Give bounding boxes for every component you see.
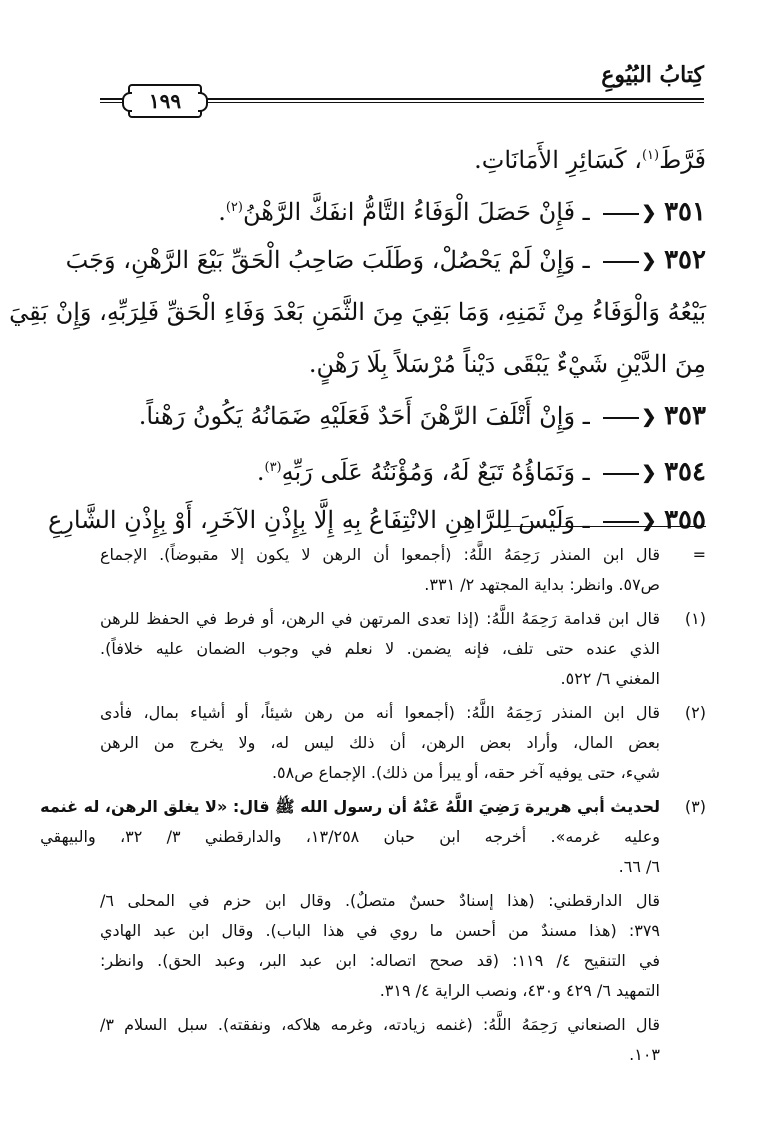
paragraph-number: ٣٥١ — [664, 197, 706, 227]
paragraph-number: ٣٥٤ — [664, 457, 706, 487]
footnote-line: قال الصنعاني رَحِمَهُ اللَّهُ: (غنمه زيادته، وغرمه هلاكه، ونفقته). سبل السلام ٣/ — [100, 1015, 660, 1034]
paragraph-marker-icon: ❯ — [603, 390, 656, 444]
text-line: بَيْعُهُ وَالْوَفَاءُ مِنْ ثَمَنِهِ، وَمَا بَقِيَ مِنَ الثَّمَنِ بَعْدَ وَفَاءِ الْحَقِّ فَلِرَبِّهِ، وَإِنْ بَقِيَ — [9, 298, 706, 326]
paragraph-marker-icon: ❯ — [603, 186, 656, 240]
footnote-mark: = — [692, 545, 706, 564]
footnote-3-continued — [100, 886, 706, 1006]
footnote-line: لحديث أبي هريرة رَضِيَ اللَّهُ عَنْهُ أن رسول الله ﷺ قال: «لا يغلق الرهن، له غنمه — [40, 797, 660, 816]
footnote-3-continued-2 — [100, 1010, 706, 1070]
paragraph-number: ٣٥٥ — [664, 505, 706, 535]
footnote-ref: (٣) — [264, 460, 282, 475]
footnote-line: الذي عنده حتى تلف، فإنه يضمن. لا نعلم في وجوب الضمان عليه خلافاً). — [100, 639, 660, 658]
paragraph-number: ٣٥٣ — [664, 401, 706, 431]
footnote-3 — [40, 792, 706, 882]
footnote-line: ٣٧٩: (هذا مسندٌ من أحسن ما روي في هذا الباب). وقال ابن عبد الهادي — [100, 921, 660, 940]
footnote-mark: (٣) — [684, 797, 706, 816]
footnote-mark — [660, 886, 706, 1006]
footnote-mark — [660, 1010, 706, 1070]
paragraph-number: ٣٥٢ — [664, 245, 706, 275]
footnote-ref: (٢) — [225, 200, 243, 215]
footnote-line: التمهيد ٦/ ٤٢٩ و٤٣٠، ونصب الراية ٤/ ٣١٩. — [379, 981, 660, 1000]
main-text — [9, 130, 706, 546]
footnote-continued — [100, 540, 706, 600]
paragraph-354: ٣٥٤ ❯ ـ وَنَمَاؤُهُ تَبَعٌ لَهُ، وَمُؤْنَتُهُ عَلَى رَبِّهِ$^{(٣)}$. — [100, 442, 706, 494]
paragraph-351: ٣٥١ ❯ ـ فَإِنْ حَصَلَ الْوَفَاءُ التَّامُّ انفَكَّ الرَّهْنُ$^{(٢)}$. — [100, 182, 706, 234]
footnote-line: قال ابن المنذر رَحِمَهُ اللَّهُ: (أجمعوا أنه من رهن شيئاً، أو أشياء بمال، فأدى — [100, 703, 660, 722]
paragraph-marker-icon: ❯ — [603, 494, 656, 548]
footnote-line: قال الدارقطني: (هذا إسنادٌ حسنٌ متصلٌ). وقال ابن حزم في المحلى ٦/ — [100, 891, 660, 910]
paragraph-marker-icon: ❯ — [603, 446, 656, 500]
footnote-line: ١٠٣. — [629, 1045, 660, 1064]
footnote-line: شيء، حتى يوفيه آخر حقه، أو يبرأ من ذلك). الإجماع ص٥٨. — [271, 763, 660, 782]
text-line: مِنَ الدَّيْنِ شَيْءٌ يَبْقَى دَيْناً مُرْسَلاً بِلَا رَهْنٍ. — [308, 350, 706, 378]
footnote-line: في التنقيح ٤/ ١١٩: (قد صحح اتصاله: ابن عبد البر، وعبد الحق). وانظر: — [100, 951, 660, 970]
page-number-text: ١٩٩ — [148, 89, 182, 113]
footnote-ref: (١) — [641, 148, 660, 163]
footnotes — [40, 540, 706, 1074]
footnote-line: قال ابن قدامة رَحِمَهُ اللَّهُ: (إذا تعدى المرتهن في الرهن، أو فرط في الحفظ للرهن — [100, 609, 660, 628]
paragraph-353: ٣٥٣ ❯ ـ وَإِنْ أَتْلَفَ الرَّهْنَ أَحَدٌ فَعَلَيْهِ ضَمَانُهُ يَكُونُ رَهْناً. — [100, 390, 706, 442]
paragraph-355: ٣٥٥ ❯ ـ وَلَيْسَ لِلرَّاهِنِ الانْتِفَاعُ بِهِ إِلَّا بِإِذْنِ الآخَرِ، أَوْ بِإِذْنِ الشَّارِعِ — [100, 494, 706, 546]
footnote-line: بعض المال، وأراد بعض الرهن، أن ذلك ليس له، ولا يخرج من الرهن — [100, 733, 660, 752]
footnote-2 — [100, 698, 706, 788]
footnote-separator — [506, 526, 706, 527]
footnote-line: وعليه غرمه». أخرجه ابن حبان ١٣/٢٥٨، والدارقطني ٣/ ٣٢، والبيهقي — [40, 827, 660, 846]
footnote-line: ص٥٧. وانظر: بداية المجتهد ٢/ ٣٣١. — [424, 575, 660, 594]
paragraph-352: ٣٥٢ ❯ ـ وَإِنْ لَمْ يَحْصُلْ، وَطَلَبَ صَاحِبُ الْحَقِّ بَيْعَ الرَّهْنِ، وَجَبَ — [100, 234, 706, 286]
text-line: فَرَّطَ$^{(١)}$، كَسَائِرِ الأَمَانَاتِ. — [474, 146, 706, 174]
running-head-title: كِتابُ البُيُوعِ — [601, 62, 704, 88]
footnote-mark: (١) — [684, 609, 706, 628]
paragraph-marker-icon: ❯ — [603, 234, 656, 288]
footnote-line: المغني ٦/ ٥٢٢. — [560, 669, 660, 688]
footnote-line: قال ابن المنذر رَحِمَهُ اللَّهُ: (أجمعوا أن الرهن لا يكون إلا مقبوضاً). الإجماع — [100, 545, 660, 564]
footnote-line: ٦/ ٦٦. — [618, 857, 660, 876]
footnote-mark: (٢) — [684, 703, 706, 722]
footnote-1 — [100, 604, 706, 694]
page-number — [128, 84, 202, 118]
